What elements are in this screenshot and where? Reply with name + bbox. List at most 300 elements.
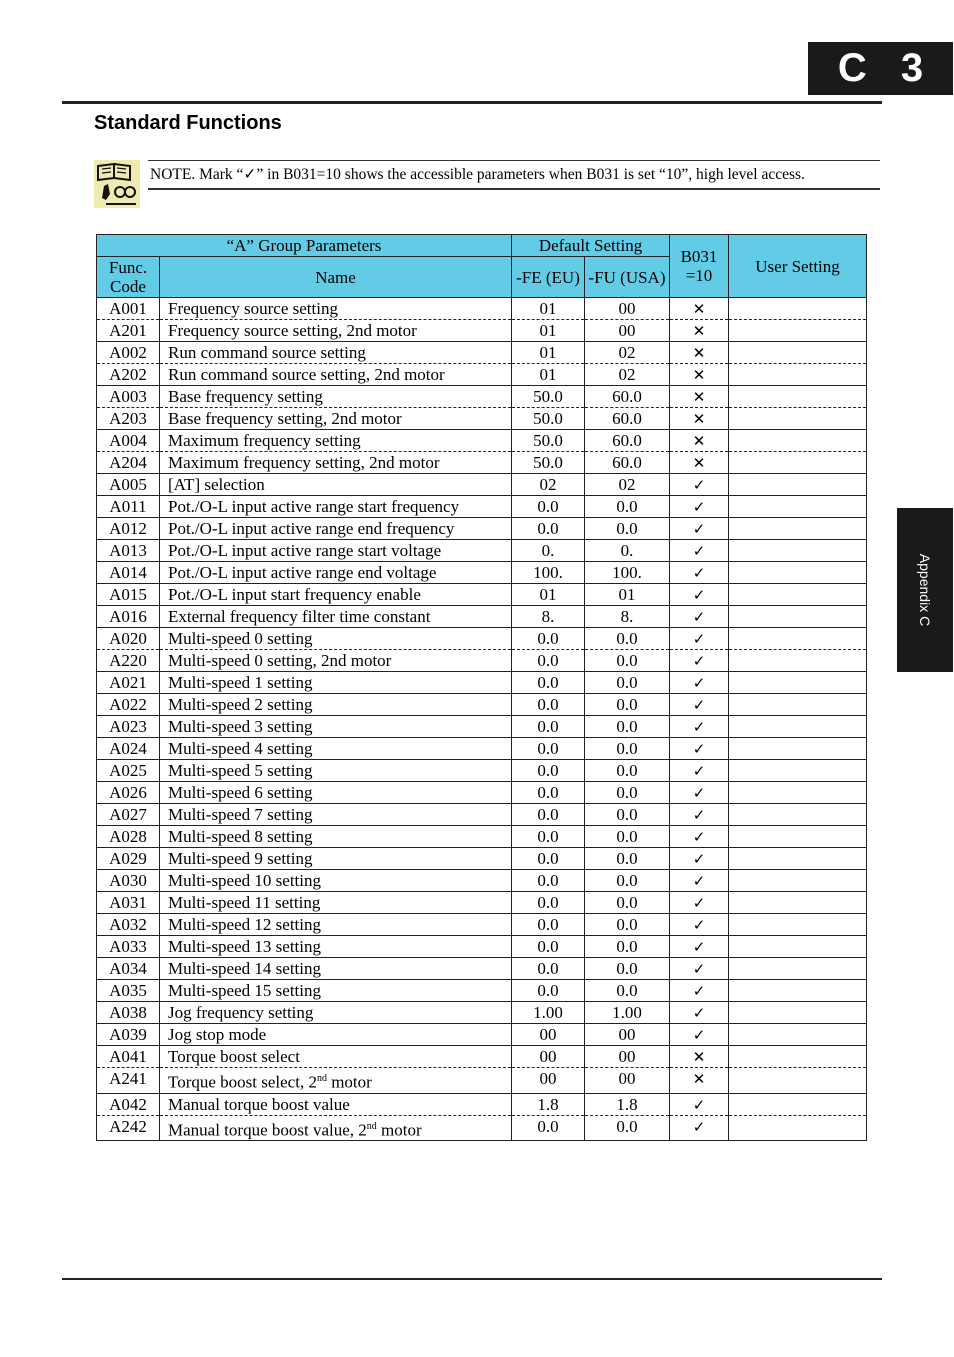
note-book-icon	[94, 160, 140, 208]
name-cell	[160, 848, 512, 870]
b031-mark-cell	[670, 1046, 729, 1068]
func-code-cell: A042	[97, 1093, 160, 1115]
table-row	[97, 628, 867, 650]
func-code-cell: A020	[97, 628, 160, 650]
b031-mark-cell	[670, 320, 729, 342]
name-superscript: nd	[316, 1073, 327, 1084]
func-code-cell: A241	[97, 1068, 160, 1094]
user-setting-cell	[729, 958, 867, 980]
default-fu-cell: 01	[585, 584, 670, 606]
check-icon: ✓	[692, 1095, 706, 1114]
name-cell	[160, 826, 512, 848]
default-fu-cell: 8.	[585, 606, 670, 628]
func-code-cell: A038	[97, 1002, 160, 1024]
func-code-cell: A041	[97, 1046, 160, 1068]
b031-mark-cell	[670, 848, 729, 870]
cross-icon: ✕	[692, 1070, 706, 1088]
name-text: Multi-speed 0 setting	[168, 629, 313, 648]
user-setting-cell	[729, 408, 867, 430]
check-icon: ✓	[692, 740, 706, 758]
check-icon: ✓	[692, 564, 706, 582]
name-text: Frequency source setting	[168, 299, 338, 318]
name-cell	[160, 980, 512, 1002]
cross-icon: ✕	[692, 300, 706, 318]
check-icon: ✓	[692, 520, 706, 538]
header-rule	[62, 101, 882, 104]
table-row	[97, 1115, 867, 1141]
user-setting-cell	[729, 1024, 867, 1046]
table-row	[97, 606, 867, 628]
func-code-cell: A028	[97, 826, 160, 848]
name-cell	[160, 562, 512, 584]
user-setting-cell	[729, 1046, 867, 1068]
name-cell	[160, 870, 512, 892]
name-cell	[160, 672, 512, 694]
b031-mark-cell	[670, 958, 729, 980]
default-fu-cell: 0.0	[585, 628, 670, 650]
func-code-header: Func. Code	[97, 257, 160, 298]
default-fu-cell: 0.	[585, 540, 670, 562]
check-icon: ✓	[692, 630, 706, 648]
func-code-cell: A021	[97, 672, 160, 694]
default-fe-cell: 02	[512, 474, 585, 496]
name-text: Multi-speed 14 setting	[168, 959, 321, 978]
b031-mark-cell	[670, 562, 729, 584]
default-fu-cell: 0.0	[585, 826, 670, 848]
default-fe-cell: 0.0	[512, 848, 585, 870]
user-setting-cell	[729, 606, 867, 628]
default-fe-cell: 0.0	[512, 936, 585, 958]
func-code-cell: A025	[97, 760, 160, 782]
name-cell	[160, 1046, 512, 1068]
table-row	[97, 452, 867, 474]
cross-icon: ✕	[692, 432, 706, 450]
user-setting-cell	[729, 298, 867, 320]
table-row	[97, 518, 867, 540]
table-row	[97, 540, 867, 562]
name-text: Multi-speed 8 setting	[168, 827, 313, 846]
default-fe-cell: 0.0	[512, 804, 585, 826]
name-cell	[160, 518, 512, 540]
func-code-cell: A203	[97, 408, 160, 430]
b031-mark-cell	[670, 518, 729, 540]
b031-mark-cell	[670, 782, 729, 804]
default-fe-cell: 50.0	[512, 430, 585, 452]
default-fu-cell: 0.0	[585, 694, 670, 716]
func-code-cell: A026	[97, 782, 160, 804]
func-code-cell: A012	[97, 518, 160, 540]
func-code-cell: A024	[97, 738, 160, 760]
user-setting-cell	[729, 562, 867, 584]
name-superscript: nd	[366, 1120, 377, 1132]
user-setting-cell	[729, 870, 867, 892]
b031-mark-cell	[670, 870, 729, 892]
table-row	[97, 342, 867, 364]
func-code-cell: A201	[97, 320, 160, 342]
b031-mark-cell	[670, 1002, 729, 1024]
default-fu-cell: 0.0	[585, 650, 670, 672]
default-fe-cell: 01	[512, 584, 585, 606]
func-code-cell: A220	[97, 650, 160, 672]
b031-mark-cell	[670, 408, 729, 430]
user-setting-cell	[729, 628, 867, 650]
check-icon: ✓	[692, 542, 706, 560]
func-code-cell: A003	[97, 386, 160, 408]
note-label: NOTE	[150, 166, 192, 183]
user-setting-cell	[729, 650, 867, 672]
table-row	[97, 826, 867, 848]
user-setting-cell	[729, 716, 867, 738]
default-fe-cell: 00	[512, 1068, 585, 1094]
name-text: Torque boost select	[168, 1047, 300, 1066]
user-setting-cell	[729, 1093, 867, 1115]
user-setting-cell	[729, 518, 867, 540]
name-text: Jog stop mode	[168, 1025, 267, 1044]
name-text: Torque boost select, 2	[168, 1072, 317, 1092]
name-text: Maximum frequency setting	[168, 431, 361, 450]
table-row	[97, 320, 867, 342]
user-setting-cell	[729, 496, 867, 518]
user-setting-cell	[729, 980, 867, 1002]
table-row	[97, 936, 867, 958]
user-setting-cell	[729, 320, 867, 342]
default-fu-cell: 60.0	[585, 408, 670, 430]
name-text: Multi-speed 9 setting	[168, 849, 313, 868]
default-fe-cell: 0.0	[512, 518, 585, 540]
func-code-cell: A035	[97, 980, 160, 1002]
default-fe-cell: 0.0	[512, 716, 585, 738]
check-icon: ✓	[692, 1004, 706, 1022]
a-group-parameters-table	[96, 234, 867, 1141]
user-setting-cell	[729, 430, 867, 452]
section-title: Standard Functions	[94, 112, 282, 134]
table-row	[97, 584, 867, 606]
func-code-cell: A001	[97, 298, 160, 320]
chapter-tab	[808, 42, 953, 95]
table-row	[97, 1002, 867, 1024]
check-icon: ✓	[692, 476, 706, 494]
b031-mark-cell	[670, 826, 729, 848]
default-fe-cell: 0.0	[512, 892, 585, 914]
func-code-cell: A002	[97, 342, 160, 364]
default-fe-cell: 0.0	[512, 1115, 585, 1141]
default-setting-header: Default Setting	[512, 235, 670, 257]
table-row	[97, 716, 867, 738]
fe-header: -FE (EU)	[512, 257, 585, 298]
user-setting-cell	[729, 452, 867, 474]
appendix-side-tab	[897, 508, 953, 672]
check-icon: ✓	[692, 938, 706, 956]
default-fe-cell: 1.00	[512, 1002, 585, 1024]
name-cell	[160, 320, 512, 342]
name-cell	[160, 958, 512, 980]
default-fe-cell: 00	[512, 1024, 585, 1046]
name-text: Multi-speed 4 setting	[168, 739, 313, 758]
func-code-cell: A014	[97, 562, 160, 584]
func-code-cell: A016	[97, 606, 160, 628]
name-cell	[160, 892, 512, 914]
default-fe-cell: 0.	[512, 540, 585, 562]
default-fe-cell: 8.	[512, 606, 585, 628]
default-fu-cell: 1.8	[585, 1093, 670, 1115]
name-text: Base frequency setting, 2nd motor	[168, 409, 402, 428]
func-code-cell: A039	[97, 1024, 160, 1046]
check-icon: ✓	[692, 696, 706, 714]
default-fu-cell: 0.0	[585, 914, 670, 936]
name-text: Frequency source setting, 2nd motor	[168, 321, 417, 340]
func-code-cell: A204	[97, 452, 160, 474]
user-setting-cell	[729, 540, 867, 562]
appendix-label: Appendix C	[917, 553, 934, 627]
user-setting-cell	[729, 826, 867, 848]
user-setting-cell	[729, 782, 867, 804]
b031-mark-cell	[670, 1068, 729, 1094]
default-fe-cell: 1.8	[512, 1093, 585, 1115]
b031-mark-cell	[670, 1024, 729, 1046]
table-row	[97, 364, 867, 386]
cross-icon: ✕	[692, 344, 706, 362]
name-text: Multi-speed 10 setting	[168, 871, 321, 890]
name-text: Base frequency setting	[168, 387, 323, 406]
default-fu-cell: 0.0	[585, 716, 670, 738]
name-text: Multi-speed 13 setting	[168, 937, 321, 956]
name-text: [AT] selection	[168, 475, 265, 494]
table-row	[97, 430, 867, 452]
func-code-cell: A029	[97, 848, 160, 870]
name-text: Pot./O-L input active range end frequency	[168, 519, 455, 538]
name-cell	[160, 298, 512, 320]
user-setting-cell	[729, 694, 867, 716]
func-code-cell: A004	[97, 430, 160, 452]
check-icon: ✓	[692, 916, 706, 934]
name-text: Pot./O-L input active range start voltage	[168, 541, 442, 560]
name-text: Pot./O-L input active range start frequency	[168, 497, 460, 516]
default-fe-cell: 01	[512, 298, 585, 320]
note-text: . Mark “✓” in B031=10 shows the accessible parameters when B031 is set “10”, high level access.	[191, 166, 805, 183]
name-cell	[160, 474, 512, 496]
b031-mark-cell	[670, 364, 729, 386]
table-row	[97, 804, 867, 826]
cross-icon: ✕	[692, 388, 706, 406]
b031-mark-cell	[670, 760, 729, 782]
table-row	[97, 760, 867, 782]
default-fu-cell: 02	[585, 342, 670, 364]
user-setting-cell	[729, 386, 867, 408]
check-icon: ✓	[692, 982, 706, 1000]
name-cell	[160, 782, 512, 804]
name-cell	[160, 496, 512, 518]
default-fe-cell: 0.0	[512, 738, 585, 760]
cross-icon: ✕	[692, 366, 706, 384]
b031-mark-cell	[670, 672, 729, 694]
b031-mark-cell	[670, 694, 729, 716]
table-row	[97, 738, 867, 760]
func-code-cell: A013	[97, 540, 160, 562]
b031-mark-cell	[670, 298, 729, 320]
cross-icon: ✕	[692, 1048, 706, 1066]
default-fu-cell: 02	[585, 474, 670, 496]
b031-mark-cell	[670, 892, 729, 914]
check-icon: ✓	[692, 762, 706, 780]
check-icon: ✓	[692, 960, 706, 978]
default-fe-cell: 0.0	[512, 694, 585, 716]
b031-mark-cell	[670, 936, 729, 958]
name-cell	[160, 408, 512, 430]
name-cell	[160, 540, 512, 562]
b031-mark-cell	[670, 386, 729, 408]
name-cell	[160, 1024, 512, 1046]
name-text: Multi-speed 11 setting	[168, 893, 321, 912]
user-setting-cell	[729, 1002, 867, 1024]
table-row	[97, 980, 867, 1002]
check-icon: ✓	[692, 828, 706, 846]
default-fu-cell: 00	[585, 1046, 670, 1068]
b031-mark-cell	[670, 584, 729, 606]
user-setting-cell	[729, 892, 867, 914]
user-setting-cell	[729, 936, 867, 958]
check-icon: ✓	[692, 674, 706, 692]
default-fu-cell: 00	[585, 1024, 670, 1046]
b031-mark-cell	[670, 1093, 729, 1115]
default-fu-cell: 60.0	[585, 386, 670, 408]
table-row	[97, 650, 867, 672]
user-setting-cell	[729, 1068, 867, 1094]
default-fe-cell: 0.0	[512, 782, 585, 804]
table-row	[97, 496, 867, 518]
table-row	[97, 1046, 867, 1068]
default-fe-cell: 0.0	[512, 628, 585, 650]
b031-mark-cell	[670, 474, 729, 496]
table-row	[97, 672, 867, 694]
func-code-cell: A015	[97, 584, 160, 606]
name-text: Manual torque boost value, 2	[168, 1120, 367, 1140]
check-icon: ✓	[692, 652, 706, 670]
name-text: Jog frequency setting	[168, 1003, 314, 1022]
default-fe-cell: 50.0	[512, 408, 585, 430]
func-code-cell: A202	[97, 364, 160, 386]
check-icon: ✓	[692, 894, 706, 912]
default-fu-cell: 0.0	[585, 738, 670, 760]
default-fu-cell: 0.0	[585, 848, 670, 870]
table-row	[97, 848, 867, 870]
default-fe-cell: 100.	[512, 562, 585, 584]
name-cell	[160, 430, 512, 452]
name-header: Name	[160, 257, 512, 298]
default-fu-cell: 02	[585, 364, 670, 386]
check-icon: ✓	[692, 1026, 706, 1044]
chapter-letter: C	[837, 46, 867, 90]
note-text-box	[148, 160, 880, 190]
name-cell	[160, 452, 512, 474]
name-text: Multi-speed 15 setting	[168, 981, 321, 1000]
default-fe-cell: 0.0	[512, 496, 585, 518]
table-row	[97, 958, 867, 980]
name-text: Pot./O-L input active range end voltage	[168, 563, 437, 582]
table-row	[97, 298, 867, 320]
func-code-cell: A030	[97, 870, 160, 892]
default-fu-cell: 0.0	[585, 518, 670, 540]
table-row	[97, 1068, 867, 1094]
b031-mark-cell	[670, 716, 729, 738]
name-text: Multi-speed 1 setting	[168, 673, 313, 692]
b031-mark-cell	[670, 980, 729, 1002]
default-fe-cell: 0.0	[512, 672, 585, 694]
default-fu-cell: 00	[585, 320, 670, 342]
check-icon: ✓	[692, 806, 706, 824]
default-fe-cell: 0.0	[512, 826, 585, 848]
check-icon: ✓	[692, 784, 706, 802]
check-icon: ✓	[692, 850, 706, 868]
b031-mark-cell	[670, 452, 729, 474]
default-fu-cell: 0.0	[585, 804, 670, 826]
name-cell	[160, 1115, 512, 1141]
check-icon: ✓	[692, 1117, 706, 1136]
default-fe-cell: 00	[512, 1046, 585, 1068]
func-code-cell: A023	[97, 716, 160, 738]
default-fu-cell: 0.0	[585, 870, 670, 892]
name-text: Multi-speed 2 setting	[168, 695, 313, 714]
table-row	[97, 694, 867, 716]
name-text: Run command source setting	[168, 343, 366, 362]
name-text: Multi-speed 5 setting	[168, 761, 313, 780]
user-setting-cell	[729, 584, 867, 606]
func-code-cell: A005	[97, 474, 160, 496]
user-setting-header: User Setting	[729, 235, 867, 298]
func-code-cell: A034	[97, 958, 160, 980]
default-fe-cell: 01	[512, 364, 585, 386]
fu-header: -FU (USA)	[585, 257, 670, 298]
table-row	[97, 386, 867, 408]
b031-mark-cell	[670, 430, 729, 452]
default-fe-cell: 0.0	[512, 914, 585, 936]
default-fu-cell: 00	[585, 298, 670, 320]
user-setting-cell	[729, 474, 867, 496]
default-fe-cell: 50.0	[512, 386, 585, 408]
name-cell	[160, 694, 512, 716]
user-setting-cell	[729, 738, 867, 760]
name-text: Multi-speed 12 setting	[168, 915, 321, 934]
name-cell	[160, 716, 512, 738]
default-fe-cell: 0.0	[512, 980, 585, 1002]
table-row	[97, 1024, 867, 1046]
name-cell	[160, 364, 512, 386]
b031-header: B031 =10	[670, 235, 729, 298]
default-fu-cell: 100.	[585, 562, 670, 584]
default-fe-cell: 0.0	[512, 870, 585, 892]
default-fu-cell: 0.0	[585, 782, 670, 804]
name-cell	[160, 1068, 512, 1094]
b031-mark-cell	[670, 628, 729, 650]
table-row	[97, 892, 867, 914]
table-body	[97, 298, 867, 1141]
default-fu-cell: 60.0	[585, 430, 670, 452]
table-row	[97, 408, 867, 430]
func-code-cell: A242	[97, 1115, 160, 1141]
default-fe-cell: 0.0	[512, 650, 585, 672]
name-cell	[160, 342, 512, 364]
name-tail: motor	[376, 1120, 422, 1140]
check-icon: ✓	[692, 498, 706, 516]
name-text: Maximum frequency setting, 2nd motor	[168, 453, 440, 472]
name-text: Multi-speed 0 setting, 2nd motor	[168, 651, 392, 670]
b031-mark-cell	[670, 738, 729, 760]
name-text: Multi-speed 3 setting	[168, 717, 313, 736]
user-setting-cell	[729, 914, 867, 936]
check-icon: ✓	[692, 586, 706, 604]
default-fu-cell: 0.0	[585, 760, 670, 782]
default-fu-cell: 1.00	[585, 1002, 670, 1024]
default-fu-cell: 0.0	[585, 496, 670, 518]
